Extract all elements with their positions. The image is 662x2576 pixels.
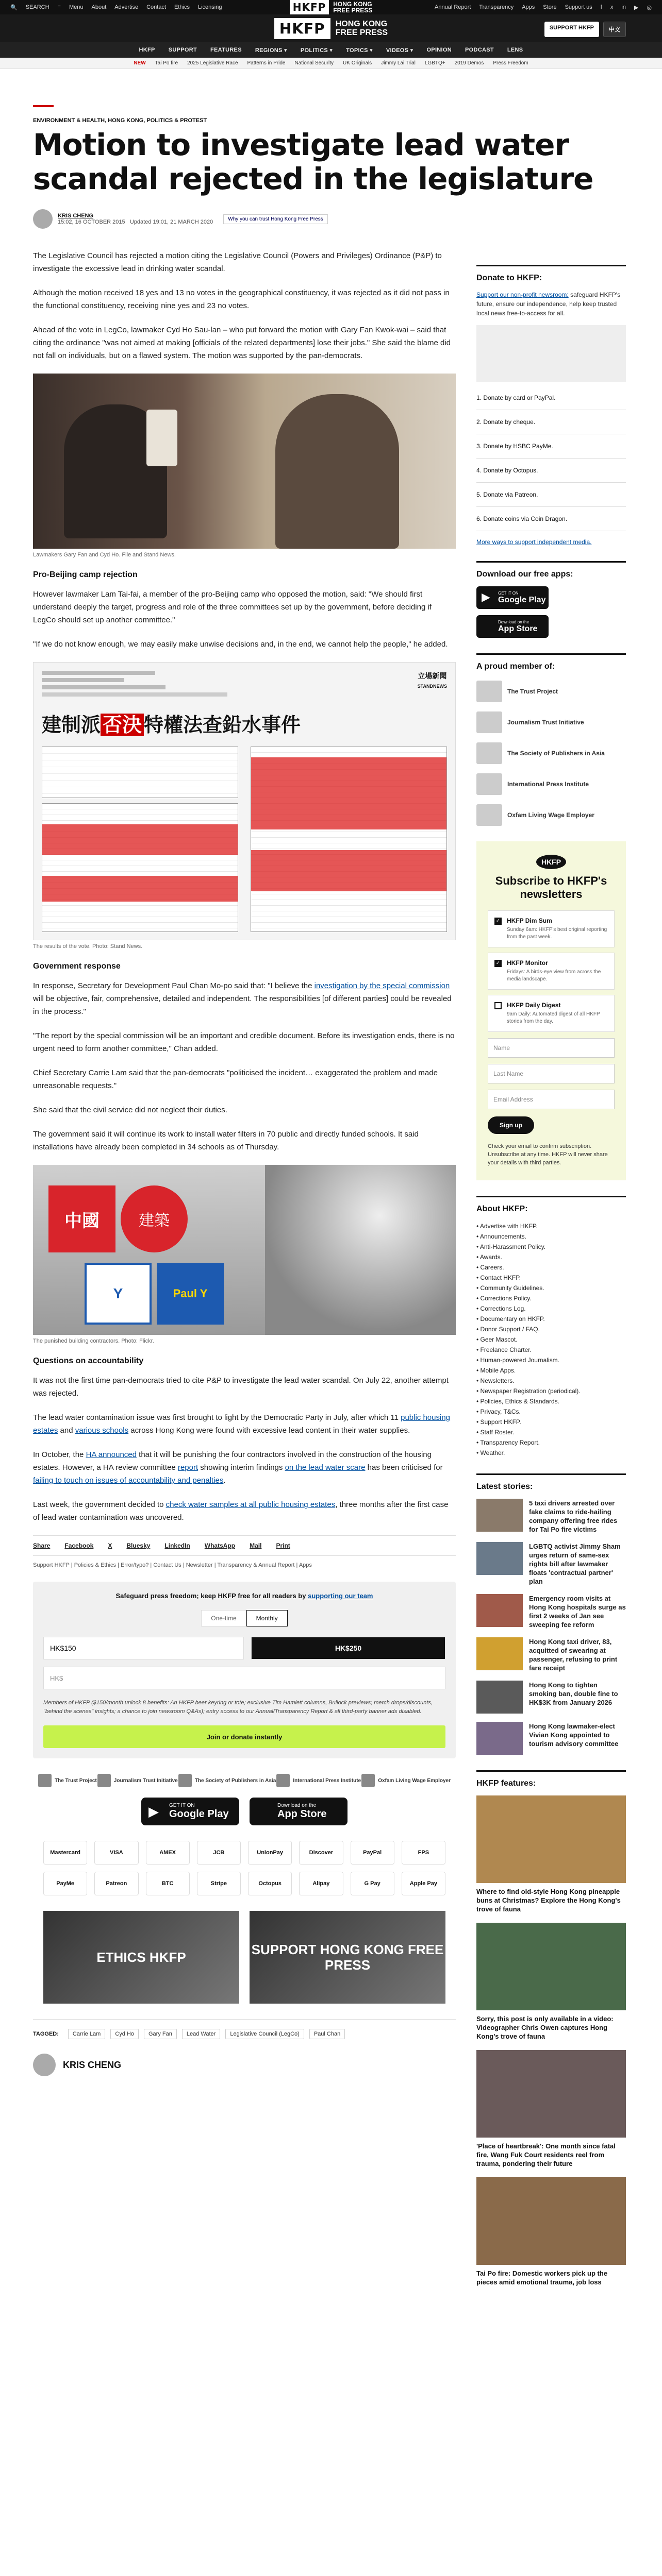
nav-topics[interactable]: TOPICS ▾ [346, 47, 373, 54]
subnav-item[interactable]: Jimmy Lai Trial [381, 60, 416, 66]
patreon-icon: Patreon [94, 1872, 138, 1895]
about-link[interactable]: • Newspaper Registration (periodical). [476, 1386, 626, 1396]
section-heading: Government response [33, 962, 121, 971]
email-input[interactable]: Email Address [488, 1090, 615, 1109]
feature-story[interactable]: Where to find old-style Hong Kong pineapple buns at Christmas? Explore the Hong Kong's trove of fauna [476, 1795, 626, 1913]
menu-link[interactable]: Menu [69, 4, 84, 10]
member-benefits: Members of HKFP ($150/month unlock 8 benefits: An HKFP beer keyring or tote; exclusive Tim Hamlett columns, Bullock previews; merch drops/discounts, "behind the scenes" insights; a chance to join newsroom Q&As); entry access to our Annual/Transparency Report & all third-party banner ads disabled. [43, 1700, 433, 1715]
paragraph: In October, the HA announced that it will be punishing the four contractors involved in the construction of the housing estates. However, a HA review committee report showing interim findings on the lead water scare has been criticised for failing to touch on issues of accountability and penalties. [33, 1450, 443, 1485]
subnav-item[interactable]: Tai Po fire [155, 60, 178, 66]
amount-250[interactable]: HK$250 [251, 1637, 445, 1659]
ipi-logo[interactable]: International Press Institute [276, 1774, 361, 1787]
tag[interactable]: Legislative Council (LegCo) [225, 2029, 304, 2039]
about-list [476, 1221, 626, 1458]
nav-politics[interactable]: POLITICS ▾ [300, 47, 333, 54]
sub-nav [0, 58, 662, 69]
chinese-button[interactable]: 中文 [603, 22, 626, 37]
nav-hkfp[interactable]: HKFP [139, 47, 155, 53]
sidebar-heading: Latest stories: [476, 1473, 626, 1492]
contractor-logo: Paul Y [157, 1263, 224, 1325]
publish-date: 15:02, 16 OCTOBER 2015 [58, 219, 125, 225]
custom-amount-input[interactable]: HK$ [43, 1667, 445, 1689]
sidebar-donate-text: Support our non-profit newsroom: safeguard HKFP's future, ensure our independence, help keep trusted local news free-to-access for all. [476, 291, 621, 317]
share-linkedin[interactable]: LinkedIn [164, 1542, 190, 1549]
contractor-logo: 中國 [48, 1185, 115, 1252]
support-hkfp-button[interactable]: SUPPORT HKFP [544, 22, 599, 37]
top-link-licensing[interactable]: Licensing [198, 4, 222, 10]
story-thumbnail [476, 1594, 523, 1627]
trust-button[interactable]: Why you can trust Hong Kong Free Press [223, 214, 328, 224]
latest-story[interactable]: Hong Kong taxi driver, 83, acquitted of swearing at passenger, refusing to print fare receipt [476, 1637, 626, 1672]
sidebar [476, 249, 626, 2296]
stand-news-logo: 立場新聞 STANDNEWS [417, 672, 447, 689]
more-ways-link[interactable]: More ways to support independent media. [476, 538, 592, 546]
about-link[interactable]: • Corrections Log. [476, 1303, 626, 1314]
newsletter-signup [476, 841, 626, 1180]
caption: The punished building contractors. Photo: Flickr. [33, 1338, 154, 1344]
google-play-icon: ▶ [482, 590, 490, 603]
section-heading: Pro-Beijing camp rejection [33, 570, 138, 579]
youtube-icon[interactable]: ▶ [634, 4, 639, 11]
sidebar-donate-link[interactable]: Support our non-profit newsroom: [476, 291, 569, 298]
about-link[interactable]: • Announcements. [476, 1231, 626, 1242]
sopa-logo[interactable]: The Society of Publishers in Asia [178, 1774, 276, 1787]
member-logo[interactable]: The Society of Publishers in Asia [476, 742, 626, 764]
share-x[interactable]: X [108, 1542, 112, 1549]
search-link[interactable]: SEARCH [25, 4, 49, 10]
app-store-button[interactable]: Download on the App Store [250, 1798, 347, 1825]
name-input[interactable]: Name [488, 1038, 615, 1058]
paragraph: It was not the first time pan-democrats tried to cite P&P to investigate the lead water scandal. On July 22, another attempt was rejected. [33, 1376, 449, 1398]
sidebar-heading: Download our free apps: [476, 561, 626, 579]
logo-text: HONG KONG FREE PRESS [335, 20, 388, 37]
donate-option[interactable]: 5. Donate via Patreon. [476, 483, 626, 507]
link-water-samples[interactable]: check water samples at all public housing estates [166, 1500, 336, 1509]
nav-opinion[interactable]: OPINION [426, 47, 452, 53]
nav-regions[interactable]: REGIONS ▾ [255, 47, 287, 54]
figure-vote-results [33, 662, 456, 950]
about-link[interactable]: • Staff Roster. [476, 1427, 626, 1437]
latest-story[interactable]: LGBTQ activist Jimmy Sham urges return of same-sex rights bill after lawmaker floats 'contractual partner' plan [476, 1542, 626, 1586]
about-link[interactable]: • Contact HKFP. [476, 1273, 626, 1283]
share-facebook[interactable]: Facebook [64, 1542, 94, 1549]
subnav-item[interactable]: National Security [294, 60, 334, 66]
accent-line [33, 105, 54, 107]
google-play-button[interactable]: ▶ GET IT ON Google Play [141, 1798, 239, 1825]
sign-up-button[interactable]: Sign up [488, 1116, 534, 1134]
oxfam-logo[interactable]: Oxfam Living Wage Employer [361, 1774, 451, 1787]
newsletter-logo: HKFP [488, 855, 615, 869]
section-heading: Questions on accountability [33, 1357, 144, 1365]
share-whatsapp[interactable]: WhatsApp [204, 1542, 236, 1549]
top-link-transparency[interactable]: Transparency [479, 4, 514, 10]
about-link[interactable]: • Donor Support / FAQ. [476, 1324, 626, 1334]
paragraph: Ahead of the vote in LegCo, lawmaker Cyd Ho Sau-lan – who put forward the motion with Gary Fan Kwok-wai – said that citing the ordinance "was not aimed at making [officials of the related departments] lose their jobs." She said the blame did not fall on individuals, but on a flawed system. The motion was supported by the pan-democrats. [33, 326, 451, 360]
site-logo[interactable] [274, 18, 388, 39]
tag[interactable]: Lead Water [182, 2029, 220, 2039]
byline [33, 209, 629, 229]
tag[interactable]: Cyd Ho [110, 2029, 139, 2039]
article-body [33, 249, 456, 2296]
about-link[interactable]: • Documentary on HKFP. [476, 1314, 626, 1324]
latest-story[interactable]: Hong Kong lawmaker-elect Vivian Kong appointed to tourism advisory committee [476, 1722, 626, 1755]
paragraph: However lawmaker Lam Tai-fai, a member of the pro-Beijing camp who opposed the motion, said: "We should first understand deeply the target, progress and role of the three committees set up by the government, before deciding if LegCo should set up another committee." [33, 590, 432, 624]
new-badge: NEW [134, 60, 146, 66]
top-link-annual[interactable]: Annual Report [435, 4, 471, 10]
payme-icon: PayMe [43, 1872, 87, 1895]
paragraph: She said that the civil service did not neglect their duties. [33, 1106, 227, 1114]
support-promo[interactable]: SUPPORT HONG KONG FREE PRESS [250, 1911, 445, 2004]
jcb-icon: JCB [197, 1841, 241, 1865]
paypal-icon: PayPal [351, 1841, 394, 1865]
subnav-item[interactable]: 2025 Legislative Race [187, 60, 238, 66]
top-link-contact[interactable]: Contact [146, 4, 167, 10]
donate-title-link[interactable]: supporting our team [308, 1592, 373, 1600]
feature-story[interactable]: Tai Po fire: Domestic workers pick up the pieces amid emotional trauma, job loss [476, 2177, 626, 2286]
paragraph: "If we do not know enough, we may easily make unwise decisions and, in the end, we cannot help the people," he added. [33, 640, 448, 649]
link-report[interactable]: report [177, 1463, 198, 1472]
top-link-about[interactable]: About [91, 4, 107, 10]
google-play-button[interactable]: ▶ GET IT ON Google Play [476, 586, 549, 609]
figure-contractors [33, 1165, 456, 1344]
paragraph: "The report by the special commission will be an important and credible document. Before its investigation ends, there is no urgent need to form another committee," Chan added. [33, 1031, 455, 1053]
top-link-apps[interactable]: Apps [522, 4, 535, 10]
paragraph: In response, Secretary for Development Paul Chan Mo-po said that: "I believe the investigation by the special commission will be objective, fair, comprehensive, detailed and independent. The responsibilities [of different parties] could be revealed in the process." [33, 981, 452, 1016]
story-thumbnail [476, 1722, 523, 1755]
sidebar-heading: A proud member of: [476, 653, 626, 671]
nav-lens[interactable]: LENS [507, 47, 523, 53]
vote-results-image[interactable] [33, 662, 456, 940]
member-logo[interactable]: The Trust Project [476, 681, 626, 702]
trust-logos [33, 1774, 456, 1787]
article-title: Motion to investigate lead water scandal rejected in the legislature [33, 127, 593, 196]
top-logo-text: HONG KONG FREE PRESS [333, 1, 373, 14]
unionpay-icon: UnionPay [248, 1841, 292, 1865]
author-avatar[interactable] [33, 2054, 56, 2076]
about-link[interactable]: • Weather. [476, 1448, 626, 1458]
ethics-promo[interactable]: ETHICS HKFP [43, 1911, 239, 2004]
nav-podcast[interactable]: PODCAST [465, 47, 494, 53]
apple-icon [257, 1804, 271, 1819]
stripe-icon: Stripe [197, 1872, 241, 1895]
paragraph: Chief Secretary Carrie Lam said that the pan-democrats "politicised the incident… exaggerated the problem and made unreasonable requests." [33, 1069, 438, 1090]
article-categories[interactable]: ENVIRONMENT & HEALTH, HONG KONG, POLITICS & PROTEST [33, 117, 207, 124]
about-link[interactable]: • Careers. [476, 1262, 626, 1273]
paragraph: The lead water contamination issue was first brought to light by the Democratic Party in July, after which 11 public housing estates and various schools across Hong Kong were found with excessive lead content in their water supplies. [33, 1413, 451, 1435]
top-link-advertise[interactable]: Advertise [114, 4, 139, 10]
author-box [33, 2048, 456, 2076]
about-link[interactable]: • Anti-Harassment Policy. [476, 1242, 626, 1252]
last-name-input[interactable]: Last Name [488, 1064, 615, 1083]
link-accountability[interactable]: failing to touch on issues of accountability and penalties [33, 1476, 224, 1485]
donate-option[interactable]: 2. Donate by cheque. [476, 410, 626, 434]
fps-icon: FPS [402, 1841, 445, 1865]
facebook-icon[interactable]: f [600, 4, 602, 10]
donate-tabs [43, 1610, 445, 1626]
mastercard-icon: Mastercard [43, 1841, 87, 1865]
latest-story[interactable]: Hong Kong to tighten smoking ban, double fine to HK$3K from January 2026 [476, 1681, 626, 1714]
tag[interactable]: Gary Fan [144, 2029, 177, 2039]
feature-story[interactable]: Sorry, this post is only available in a video: Videographer Chris Owen captures Hong Kong's trove of fauna [476, 1923, 626, 2041]
top-link-ethics[interactable]: Ethics [174, 4, 190, 10]
amount-150[interactable]: HK$150 [43, 1637, 244, 1659]
caption: The results of the vote. Photo: Stand News. [33, 943, 143, 950]
tagged-label: TAGGED: [33, 2031, 59, 2037]
app-store-buttons [33, 1798, 456, 1825]
latest-story[interactable]: 5 taxi drivers arrested over fake claims to ride-hailing company offering free rides for Tai Po fire victims [476, 1499, 626, 1534]
newsletter-title: Subscribe to HKFP's newsletters [495, 874, 607, 901]
tab-one-time[interactable]: One-time [201, 1610, 246, 1626]
top-bar [0, 0, 662, 14]
member-logo[interactable]: Oxfam Living Wage Employer [476, 804, 626, 826]
subnav-item[interactable]: Patterns in Pride [247, 60, 286, 66]
about-link[interactable]: • Mobile Apps. [476, 1365, 626, 1376]
checkbox-checked[interactable]: ✓ [494, 918, 502, 925]
sidebar-heading: HKFP features: [476, 1770, 626, 1788]
tab-monthly[interactable]: Monthly [246, 1610, 288, 1626]
photo-contractors[interactable] [33, 1165, 456, 1335]
figure-lawmakers [33, 374, 456, 558]
article-header [0, 69, 662, 229]
subnav-item[interactable]: 2019 Demos [454, 60, 484, 66]
top-link-support[interactable]: Support us [565, 4, 592, 10]
author-box-name[interactable]: KRIS CHENG [63, 2059, 122, 2070]
newsletter-option-digest[interactable]: HKFP Daily Digest 9am Daily: Automated digest of all HKFP stories from the day. [488, 995, 615, 1032]
nav-features[interactable]: FEATURES [210, 47, 242, 53]
about-link[interactable]: • Freelance Charter. [476, 1345, 626, 1355]
donate-title: Safeguard press freedom; keep HKFP free for all readers by supporting our team [115, 1592, 373, 1600]
payment-methods [33, 1841, 456, 1895]
support-links[interactable]: Support HKFP | Policies & Ethics | Error/typo? | Contact Us | Newsletter | Transparency & Annual Report | Apps [33, 1562, 312, 1568]
about-link[interactable]: • Newsletters. [476, 1376, 626, 1386]
tag[interactable]: Carrie Lam [68, 2029, 105, 2039]
search-icon[interactable]: 🔍 [10, 4, 18, 11]
site-header [0, 14, 662, 42]
sidebar-heading: About HKFP: [476, 1196, 626, 1214]
updated-date: Updated 19:01, 21 MARCH 2020 [129, 219, 213, 225]
nav-videos[interactable]: VIDEOS ▾ [386, 47, 413, 54]
person-silhouette [275, 394, 399, 549]
linkedin-icon[interactable]: in [621, 4, 626, 10]
about-link[interactable]: • Geer Mascot. [476, 1334, 626, 1345]
jti-logo[interactable]: Journalism Trust Initiative [97, 1774, 178, 1787]
applepay-icon: Apple Pay [402, 1872, 445, 1895]
author-name[interactable]: KRIS CHENG [58, 213, 94, 219]
about-link[interactable]: • Transparency Report. [476, 1437, 626, 1448]
menu-icon[interactable]: ≡ [57, 4, 61, 10]
subnav-item[interactable]: LGBTQ+ [424, 60, 445, 66]
about-link[interactable]: • Advertise with HKFP. [476, 1221, 626, 1231]
newsletter-footnote: Check your email to confirm subscription. Unsubscribe at any time. HKFP will never share your details with third parties. [488, 1143, 608, 1166]
amount-options [43, 1637, 445, 1659]
trust-project-logo[interactable]: The Trust Project [38, 1774, 97, 1787]
vote-image-title: 建制派 否決 特權法查鉛水事件 [42, 714, 301, 736]
tag[interactable]: Paul Chan [309, 2029, 345, 2039]
checkbox-checked[interactable]: ✓ [494, 960, 502, 967]
share-mail[interactable]: Mail [250, 1542, 262, 1549]
feature-image [476, 1795, 626, 1883]
about-link[interactable]: • Corrections Policy. [476, 1293, 626, 1303]
octopus-icon: Octopus [248, 1872, 292, 1895]
top-logo[interactable] [290, 0, 373, 14]
link-ha-announced[interactable]: HA announced [86, 1450, 137, 1459]
logo-mark: HKFP [274, 18, 330, 39]
donate-option[interactable]: 3. Donate by HSBC PayMe. [476, 434, 626, 459]
water-tap [265, 1165, 456, 1335]
bitcoin-icon: BTC [146, 1872, 190, 1895]
instagram-icon[interactable]: ◎ [647, 4, 652, 11]
alipay-icon: Alipay [299, 1872, 343, 1895]
donate-option[interactable]: 1. Donate by card or PayPal. [476, 386, 626, 410]
feature-image [476, 2177, 626, 2265]
sidebar-heading: Donate to HKFP: [476, 265, 626, 283]
feature-image [476, 1923, 626, 2010]
newsletter-option-monitor[interactable]: ✓ HKFP Monitor Fridays: A birds-eye view from across the media landscape. [488, 953, 615, 990]
link-lead-water[interactable]: on the lead water scare [285, 1463, 366, 1472]
story-thumbnail [476, 1542, 523, 1575]
paragraph: The government said it will continue its work to install water filters in 70 public and directly funded schools. It said installations have already been completed in 34 schools as of Thursday. [33, 1130, 419, 1151]
share-label: Share [33, 1542, 51, 1549]
about-link[interactable]: • Community Guidelines. [476, 1283, 626, 1293]
share-bluesky[interactable]: Bluesky [126, 1542, 151, 1549]
paragraph: Although the motion received 18 yes and 13 no votes in the geographical constituency, it was rejected as it did not pass in the functional constituency, receiving nine yes and 23 no votes. [33, 289, 450, 310]
story-thumbnail [476, 1499, 523, 1532]
link-schools[interactable]: various schools [75, 1426, 129, 1435]
tag-list [33, 2019, 456, 2048]
caption: Lawmakers Gary Fan and Cyd Ho. File and Stand News. [33, 552, 176, 558]
link-housing-estates[interactable]: public housing estates [33, 1413, 451, 1435]
gpay-icon: G Pay [351, 1872, 394, 1895]
latest-story[interactable]: Emergency room visits at Hong Kong hospitals surge as first 2 weeks of Jan see sweeping fee reform [476, 1594, 626, 1629]
top-link-store[interactable]: Store [543, 4, 557, 10]
feature-story[interactable]: 'Place of heartbreak': One month since fatal fire, Wang Fuk Court residents reel from trauma, pondering their future [476, 2050, 626, 2168]
bottle-shape [146, 410, 177, 466]
discover-icon: Discover [299, 1841, 343, 1865]
contractor-logo: 建築 [121, 1185, 188, 1252]
member-logo[interactable]: International Press Institute [476, 773, 626, 795]
paragraph: The Legislative Council has rejected a motion citing the Legislative Council (Powers and Privileges) Ordinance (P&P) to investigate the excessive lead in drinking water scandal. [33, 251, 442, 273]
about-link[interactable]: • Privacy, T&Cs. [476, 1406, 626, 1417]
about-link[interactable]: • Human-powered Journalism. [476, 1355, 626, 1365]
google-play-icon: ▶ [148, 1804, 159, 1819]
author-avatar[interactable] [33, 209, 53, 229]
member-logo[interactable]: Journalism Trust Initiative [476, 711, 626, 733]
contractor-logo: Y [85, 1263, 152, 1325]
feature-image [476, 2050, 626, 2138]
top-logo-mark: HKFP [290, 0, 329, 14]
link-investigation[interactable]: investigation by the special commission [314, 981, 450, 990]
visa-icon: VISA [94, 1841, 138, 1865]
sidebar-donate [476, 265, 626, 546]
newsletter-option-dimsum[interactable]: ✓ HKFP Dim Sum Sunday 6am: HKFP's best original reporting from the past week. [488, 910, 615, 947]
share-print[interactable]: Print [276, 1542, 290, 1549]
app-store-button[interactable]: Download on the App Store [476, 615, 549, 638]
subnav-item[interactable]: Press Freedom [493, 60, 528, 66]
paragraph: Last week, the government decided to check water samples at all public housing estates, three months after the first case of lead water contamination was uncovered. [33, 1500, 449, 1522]
promo-banners [33, 1911, 456, 2004]
about-link[interactable]: • Awards. [476, 1252, 626, 1262]
about-link[interactable]: • Support HKFP. [476, 1417, 626, 1427]
donate-option[interactable]: 4. Donate by Octopus. [476, 459, 626, 483]
photo-lawmakers[interactable] [33, 374, 456, 549]
nav-support[interactable]: SUPPORT [168, 47, 197, 53]
donate-box [33, 1582, 456, 1758]
subnav-item[interactable]: UK Originals [343, 60, 372, 66]
join-donate-button[interactable]: Join or donate instantly [43, 1725, 445, 1748]
share-bar [33, 1535, 456, 1556]
x-icon[interactable]: x [610, 4, 614, 10]
about-link[interactable]: • Policies, Ethics & Standards. [476, 1396, 626, 1406]
story-thumbnail [476, 1681, 523, 1714]
main-nav [0, 42, 662, 58]
donate-option[interactable]: 6. Donate coins via Coin Dragon. [476, 507, 626, 531]
amex-icon: AMEX [146, 1841, 190, 1865]
story-thumbnail [476, 1637, 523, 1670]
checkbox-unchecked[interactable] [494, 1002, 502, 1009]
